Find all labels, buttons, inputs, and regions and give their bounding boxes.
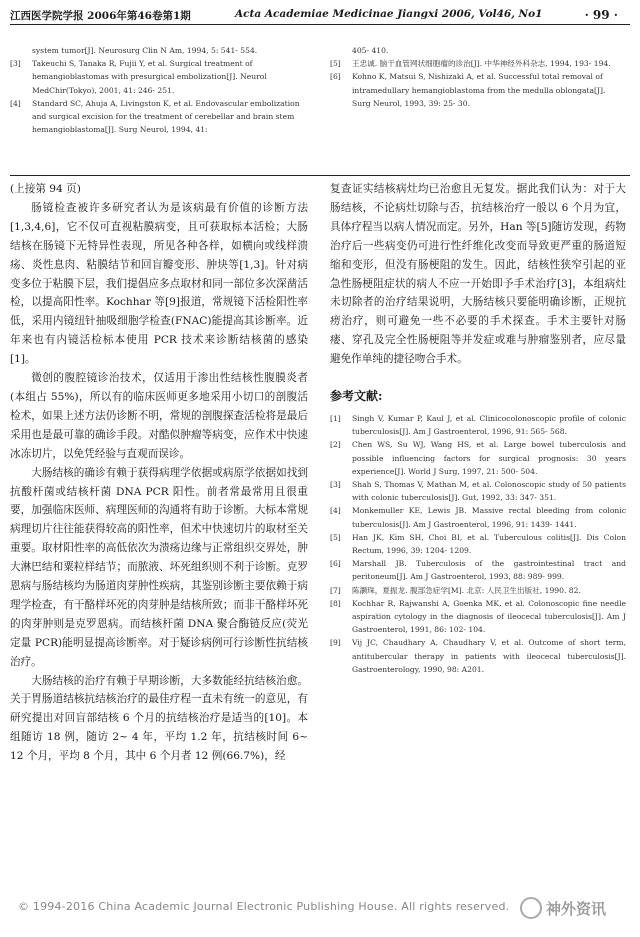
reference-item: [2] Chen WS, Su WJ, Wang HS, et al. Large bowel tuberculosis and possible influencing factors for surgical prognosis: 30 years experience[J]. World J Surg, 1997, 21: 500- 504. (330, 440, 626, 476)
reference-item: [5] Han JK, Kim SH, Choi BI, et al. Tuberculous colitis[J]. Dis Colon Rectum, 1996, 39: 1204- 1209. (330, 532, 626, 555)
watermark-logo-icon (520, 897, 542, 919)
right-column (330, 180, 626, 676)
reference-item: [5] 王忠诚. 脑干血管网状细胞瘤的诊治[J]. 中华神经外科杂志, 1994, 193- 194. (330, 59, 611, 69)
watermark (520, 893, 630, 923)
reference-item: [8] Kochhar R, Rajwanshi A, Goenka MK, et al. Colonoscopic fine needle aspiration cytology in the diagnosis of ileocecal tuberculosis[J]. Am J Gastroenterol, 1991, 86: 102- 104. (330, 598, 626, 635)
reference-item: [6] Kohno K, Matsui S, Nishizaki A, et al. Successful total removal of intramedullary hemangioblastoma from the medulla oblongata[J]. Surg Neurol, 1993, 39: 25- 30. (330, 72, 606, 108)
body-paragraph-continued: 复查证实结核病灶均已治愈且无复发。据此我们认为：对于大肠结核，不论病灶切除与否，抗结核治疗一般以 6 个月为宜，具体疗程当以病人情况而定。另外，Han 等[5]随访发现，药物治疗后一些病变仍可进行性纤维化改变而导致更严重的肠道短缩和变形，但没有肠梗阻的发生。因此，结核性狭窄引起的亚急性肠梗阻症状的病人不应一开始即予手术治疗[3]，本组病灶未切除者的治疗结果说明，大肠结核只要能明确诊断，正规抗痨治疗，则可避免一些不必要的手术探查。手术主要针对肠瘘、穿孔及完全性肠梗阻等并发症或难与肿瘤鉴别者，应尽量避免作单纯的捷径吻合手术。 (330, 183, 626, 366)
reference-item: [4] Standard SC, Ahuja A, Livingston K, et al. Endovascular embolization and surgical excision for the treatment of cerebellar and brain stem hemangioblastoma[J]. Surg Neurol, 1994, 41: (10, 98, 300, 135)
body-paragraph: 微创的腹腔镜诊治技术，仅适用于渗出性结核性腹膜炎者(本组占 55%)，所以有的临床医师更多地采用小切口的剖腹活检术，如果上述方法仍诊断不明，常规的剖腹探查活检将是最后采用也是最可靠的确诊手段。对酷似肿瘤等病变，应作术中快速冰冻切片，以免凭经验与直观而误诊。 (10, 372, 308, 460)
reference-item: [6] Marshall JB. Tuberculosis of the gastrointestinal tract and peritoneum[J]. Am J Gastroenterol, 1993, 88: 989- 999. (330, 559, 626, 582)
body-paragraph: 大肠结核的治疗有赖于早期诊断，大多数能经抗结核治愈。关于胃肠道结核抗结核治疗的最佳疗程一直未有统一的意见，有研究提出对回盲部结核 6 个月的抗结核治疗是适当的[10]。本组随访 18 例，随访 2~ 4 年，平均 1.2 年，抗结核时间 6~ 12 个月，平均 8 个月，其中 6 个月者 12 例(66.7%)，经 (10, 674, 308, 763)
reference-item: [3] Takeuchi S, Tanaka R, Fujii Y, et al. Surgical treatment of hemangioblastomas with presurgical embolization[J]. Neurol MedChir(Tokyo), 2001, 41: 246- 251. (10, 59, 267, 95)
journal-title-en: Acta Academiae Medicinae Jiangxi 2006, Vol46, No1 (235, 8, 543, 20)
left-column (10, 180, 308, 766)
continuation-label: (上接第 94 页) (10, 183, 81, 195)
references-heading: 参考文献: (330, 389, 383, 404)
reference-item: [1] Singh V, Kumar P, Kaul J, et al. Clinicocolonoscopic profile of colonic tuberculosis[J]. Am J Gastroenterol, 1996, 91: 565- 568. (330, 413, 626, 437)
reference-item: system tumor[J]. Neurosurg Clin N Am, 1994, 5: 541- 554. (32, 46, 258, 55)
reference-item: 405- 410. (352, 46, 389, 55)
header-rule (10, 24, 630, 25)
body-paragraph: 肠镜检查被许多研究者认为是该病最有价值的诊断方法[1,3,4,6]，它不仅可直视粘膜病变，且可获取标本活检；大肠结核在肠镜下无特异性表现，所见各种各样，如横向或线样溃疡、炎性息肉、粘膜结节和回盲瓣变形、肿块等[1,3]。针对病变多位于粘膜下层，我们提倡应多点取材和同一部位多次深凿活检，以提高阳性率。Kochhar 等[9]报道，常规镜下活检阳性率低，采用内镜纽针抽吸细胞学检查(FNAC)能提高其诊断率。近年来也有内镜活检标本使用 PCR 技术来诊断结核菌的感染[1]。 (10, 201, 308, 366)
section-rule (10, 175, 630, 176)
reference-item: [7] 陈灏珠，夏振龙. 腹部急症学[M]. 北京: 人民卫生出版社, 1990. 82. (330, 585, 581, 595)
reference-item: [9] Vij JC, Chaudhary A, Chaudhary V, et al. Outcome of short term, antitubercular therapy in patients with ileocecal tuberculosis[J]. Gastroenterology, 1990, 98: A201. (330, 638, 626, 674)
top-references-right (330, 44, 626, 110)
watermark-text: 神外资讯 (546, 900, 607, 918)
page-header (10, 6, 630, 24)
journal-title-cn: 江西医学院学报 2006年第46卷第1期 (10, 10, 191, 22)
reference-item: [4] Monkemuller KE, Lewis JB. Massive rectal bleeding from colonic tuberculosis[J]. Am J Gastroenterol, 1996, 91: 1439- 1441. (330, 506, 626, 529)
body-paragraph: 大肠结核的确诊有赖于获得病理学依据或病原学依据如找到抗酸杆菌或结核杆菌 DNA PCR 阳性。前者常最常用且很重要，加强临床医师、病理医师的沟通将有助于诊断。大标本常规病理切片往往能获得较高的阳性率，但术中快速切片的取材至关重要。取材阳性率的高低依次为溃疡边缘与正常组织交界处，肿大淋巴结和粟粒样结节；而脓液、坏死组织则不利于诊断。克罗恩病与肠结核均为肠道肉芽肿性疾病，其鉴别诊断主要依赖于病理学检查，有干酪样坏死的肉芽肿是结核所致；而非干酪样坏死的肉芽肿则是克罗恩病。而结核杆菌 DNA 聚合酶链反应(荧光定量 PCR)能明显提高诊断率。对于疑诊病例可行诊断性抗结核治疗。 (10, 466, 308, 668)
references-list (330, 412, 626, 676)
copyright-footer: © 1994-2016 China Academic Journal Electronic Publishing House. All rights reserved. (18, 900, 510, 913)
reference-item: [3] Shah S, Thomas V, Mathan M, et al. Colonoscopic study of 50 patients with colonic tuberculosis[J]. Gut, 1992, 33: 347- 351. (330, 479, 626, 503)
page-number: · 99 · (584, 8, 618, 22)
top-references-left (10, 44, 308, 136)
